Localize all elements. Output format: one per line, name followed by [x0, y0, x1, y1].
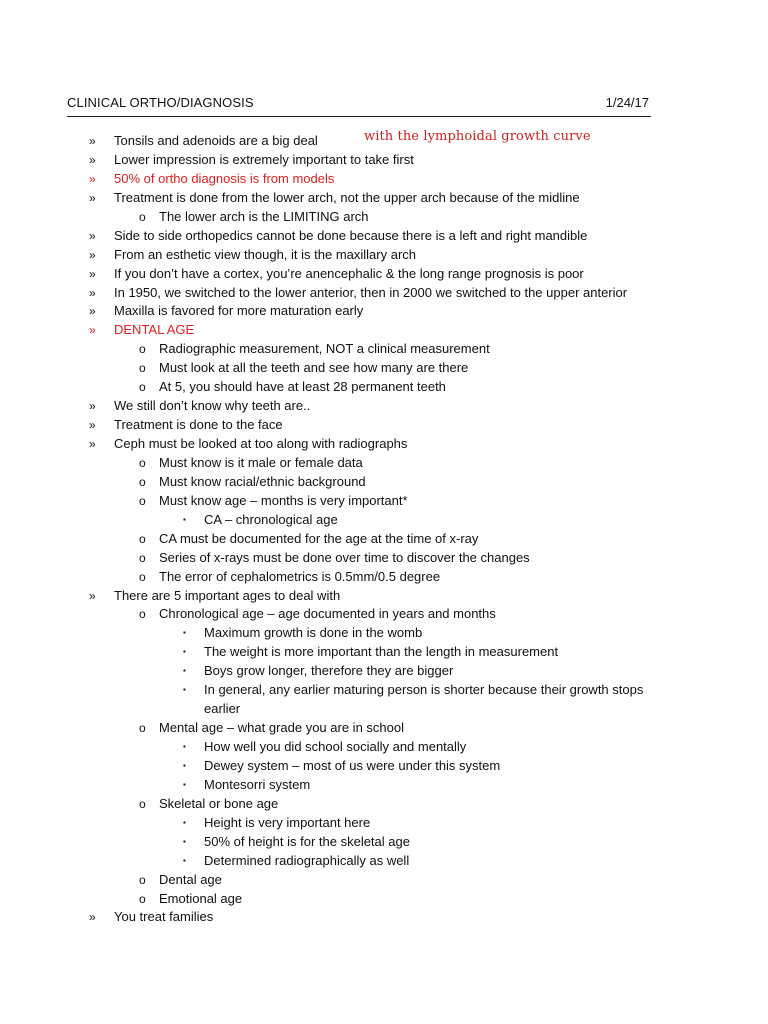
list-item-text: Must know racial/ethnic background [159, 473, 366, 489]
header-divider [67, 116, 651, 117]
list-item-text: CA must be documented for the age at the time of x-ray [159, 530, 479, 546]
list-item-text: Height is very important here [204, 814, 371, 830]
list-item-text: Boys grow longer, therefore they are bigger [204, 663, 454, 679]
list-item [0, 776, 768, 795]
list-item [0, 321, 768, 340]
list-item [0, 359, 768, 378]
list-item [0, 738, 768, 757]
list-item [0, 908, 768, 927]
list-item-text: Dental age [159, 871, 222, 887]
list-item [0, 605, 768, 624]
bullet-level-3-icon: ▪ [183, 817, 186, 827]
list-item-text: At 5, you should have at least 28 permanent teeth [159, 379, 446, 395]
bullet-level-1-icon: » [89, 247, 96, 262]
list-item [0, 757, 768, 776]
bullet-level-2-icon: o [139, 607, 146, 622]
bullet-level-3-icon: ▪ [183, 779, 186, 789]
list-item-text: You treat families [114, 909, 214, 925]
bullet-level-2-icon: o [139, 569, 146, 584]
list-item [0, 340, 768, 359]
bullet-level-3-icon: ▪ [183, 855, 186, 865]
list-item-text: Must know age – months is very important* [159, 492, 408, 508]
list-item-text: 50% of ortho diagnosis is from models [114, 170, 335, 186]
list-item [0, 719, 768, 738]
list-item [0, 284, 768, 303]
bullet-level-1-icon: » [89, 437, 96, 451]
list-item [0, 587, 768, 606]
list-item-text: Radiographic measurement, NOT a clinical measurement [159, 341, 490, 357]
bullet-level-1-icon: » [89, 266, 96, 281]
document-date: 1/24/17 [605, 95, 649, 110]
list-item [0, 814, 768, 833]
list-item [0, 624, 768, 643]
bullet-level-2-icon: o [139, 531, 146, 546]
list-item [0, 151, 768, 170]
list-item [0, 568, 768, 587]
list-item [0, 643, 768, 662]
list-item-text: In general, any earlier maturing person is shorter because their growth stops earlier [204, 682, 644, 717]
list-item [0, 227, 768, 246]
list-item [0, 302, 768, 321]
list-item [0, 511, 768, 530]
list-item-text: Must know is it male or female data [159, 454, 363, 470]
bullet-level-2-icon: o [139, 361, 146, 376]
bullet-level-2-icon: o [139, 455, 146, 470]
list-item-text: Chronological age – age documented in years and months [159, 606, 496, 622]
bullet-level-1-icon: » [89, 323, 96, 338]
bullet-level-1-icon: » [89, 399, 96, 414]
bullet-level-3-icon: ▪ [183, 742, 186, 752]
list-item-text: 50% of height is for the skeletal age [204, 833, 410, 849]
list-item-text: From an esthetic view though, it is the maxillary arch [114, 246, 417, 262]
list-item [0, 132, 768, 151]
list-item-text: DENTAL AGE [114, 322, 195, 338]
list-item-text: There are 5 important ages to deal with [114, 587, 341, 603]
list-item-text: Tonsils and adenoids are a big deal [114, 133, 318, 148]
list-item [0, 397, 768, 416]
list-item [0, 890, 768, 909]
list-item [0, 170, 768, 189]
bullet-level-3-icon: ▪ [183, 760, 186, 770]
bullet-level-2-icon: o [139, 872, 146, 887]
document-header [67, 95, 651, 115]
list-item [0, 530, 768, 549]
document-title: CLINICAL ORTHO/DIAGNOSIS [67, 95, 254, 110]
bullet-level-3-icon: ▪ [183, 666, 186, 676]
list-item-text: Determined radiographically as well [204, 852, 410, 868]
list-item [0, 473, 768, 492]
list-item [0, 871, 768, 890]
bullet-level-2-icon: o [139, 550, 146, 565]
list-item-text: Maxilla is favored for more maturation early [114, 303, 364, 319]
list-item [0, 454, 768, 473]
bullet-level-2-icon: o [139, 891, 146, 906]
list-item-text: Dewey system – most of us were under this system [204, 757, 501, 773]
list-item-text: The error of cephalometrics is 0.5mm/0.5 degree [159, 568, 441, 584]
list-item [0, 852, 768, 871]
bullet-level-1-icon: » [89, 304, 96, 319]
list-item [0, 208, 768, 227]
list-item [0, 795, 768, 814]
list-item-text: Treatment is done from the lower arch, not the upper arch because of the midline [114, 189, 580, 205]
bullet-level-1-icon: » [89, 910, 96, 925]
bullet-level-2-icon: o [139, 342, 146, 357]
list-item-text: CA – chronological age [204, 511, 338, 527]
bullet-level-2-icon: o [139, 474, 146, 489]
bullet-level-1-icon: » [89, 418, 96, 433]
list-item [0, 549, 768, 568]
bullet-level-1-icon: » [89, 171, 96, 186]
list-item [0, 378, 768, 397]
list-item-text: How well you did school socially and mentally [204, 739, 467, 755]
bullet-level-3-icon: ▪ [183, 836, 186, 846]
list-item [0, 416, 768, 435]
list-item-text: Ceph must be looked at too along with radiographs [114, 436, 408, 451]
list-item-text: The lower arch is the LIMITING arch [159, 208, 369, 224]
list-item-text: Treatment is done to the face [114, 417, 283, 433]
list-item-text: Emotional age [159, 890, 243, 906]
list-item-text: Maximum growth is done in the womb [204, 625, 423, 641]
list-item-text: Side to side orthopedics cannot be done because there is a left and right mandible [114, 227, 588, 243]
bullet-level-1-icon: » [89, 588, 96, 603]
bullet-level-2-icon: o [139, 209, 146, 224]
list-item [0, 681, 768, 719]
notes-list [0, 132, 768, 927]
bullet-level-3-icon: ▪ [183, 514, 186, 524]
bullet-level-1-icon: » [89, 134, 96, 148]
bullet-level-3-icon: ▪ [183, 685, 186, 695]
list-item [0, 246, 768, 265]
bullet-level-1-icon: » [89, 152, 96, 167]
list-item [0, 492, 768, 511]
list-item [0, 662, 768, 681]
bullet-level-1-icon: » [89, 285, 96, 300]
list-item-text: If you don’t have a cortex, you’re anencephalic & the long range prognosis is poor [114, 265, 584, 281]
list-item-text: The weight is more important than the length in measurement [204, 644, 559, 660]
handwritten-annotation: with the lymphoidal growth curve [364, 129, 591, 144]
list-item [0, 435, 768, 454]
bullet-level-1-icon: » [89, 228, 96, 243]
bullet-level-2-icon: o [139, 493, 146, 508]
list-item-text: Must look at all the teeth and see how many are there [159, 360, 469, 376]
list-item [0, 189, 768, 208]
bullet-level-3-icon: ▪ [183, 628, 186, 638]
list-item-text: In 1950, we switched to the lower anterior, then in 2000 we switched to the upper anterior [114, 284, 628, 300]
list-item-text: Skeletal or bone age [159, 795, 279, 811]
list-item-text: Montesorri system [204, 776, 311, 792]
list-item [0, 265, 768, 284]
bullet-level-3-icon: ▪ [183, 647, 186, 657]
bullet-level-2-icon: o [139, 796, 146, 811]
bullet-level-2-icon: o [139, 721, 146, 736]
list-item-text: Series of x-rays must be done over time to discover the changes [159, 549, 530, 565]
bullet-level-1-icon: » [89, 190, 96, 205]
list-item-text: Mental age – what grade you are in school [159, 720, 404, 736]
list-item-text: We still don’t know why teeth are.. [114, 398, 311, 414]
list-item [0, 833, 768, 852]
list-item-text: Lower impression is extremely important to take first [114, 151, 414, 167]
bullet-level-2-icon: o [139, 380, 146, 395]
